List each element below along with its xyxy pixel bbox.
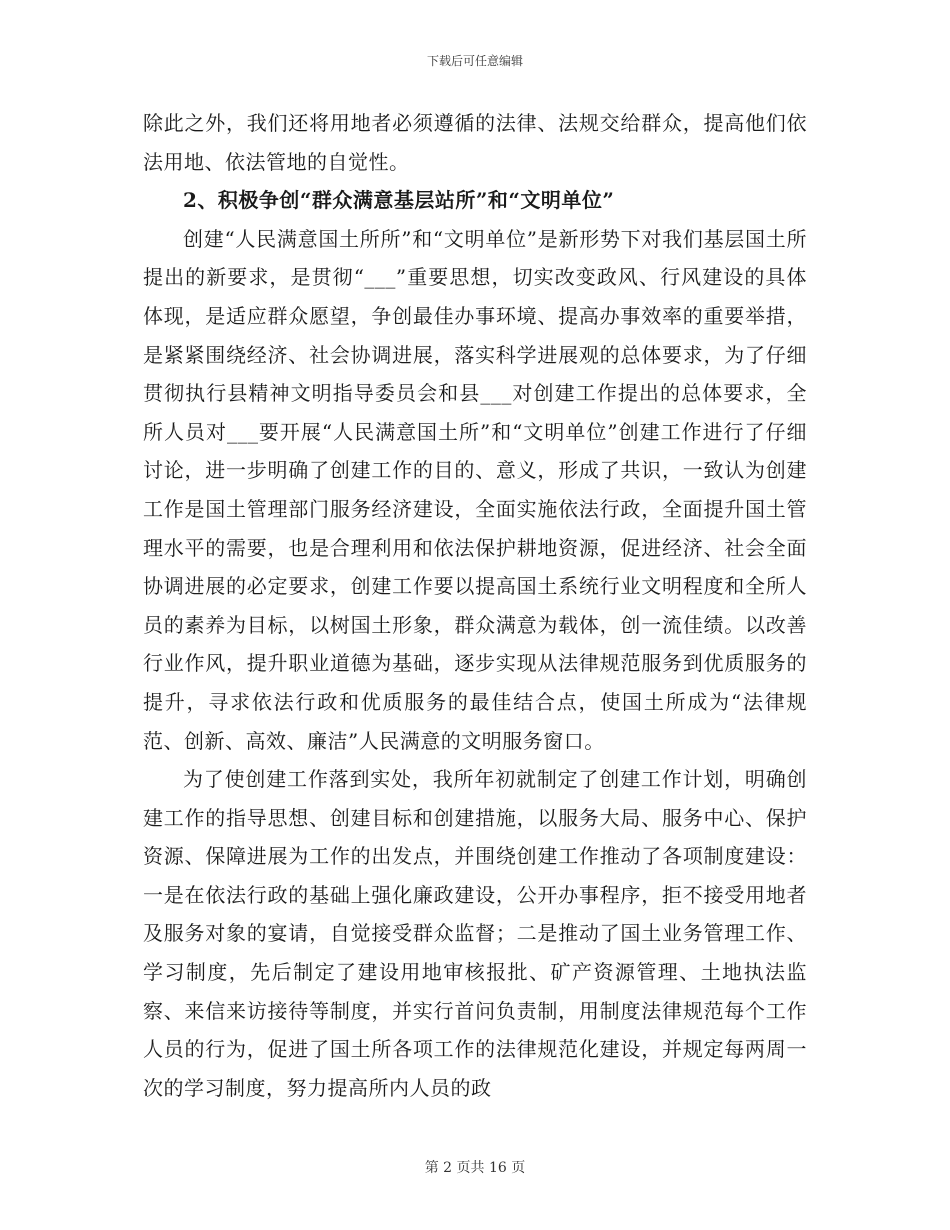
paragraph-continuation: 除此之外，我们还将用地者必须遵循的法律、法规交给群众，提高他们依法用地、依法管地的自觉性。 <box>143 111 807 174</box>
section-heading: 2、积极争创“群众满意基层站所”和“文明单位” <box>183 188 615 213</box>
page-number: 第 2 页共 16 页 <box>424 1160 526 1176</box>
paragraph: 创建“人民满意国土所所”和“文明单位”是新形势下对我们基层国土所提出的新要求，是贯彻“___”重要思想，切实改变政风、行风建设的具体体现，是适应群众愿望，争创最佳办事环境、提高办事效率的重要举措，是紧紧围绕经济、社会协调进展，落实科学进展观的总体要求，为了仔细贯彻执行县精神文明指导委员会和县___对创建工作提出的总体要求，全所人员对___要开展“人民满意国土所”和“文明单位”创建工作进行了仔细讨论，进一步明确了创建工作的目的、意义，形成了共识，一致认为创建工作是国土管理部门服务经济建设，全面实施依法行政，全面提升国土管理水平的需要，也是合理利用和依法保护耕地资源，促进经济、社会全面协调进展的必定要求，创建工作要以提高国土系统行业文明程度和全所人员的素养为目标，以树国土形象，群众满意为载体，创一流佳绩。以改善行业作风，提升职业道德为基础，逐步实现从法律规范服务到优质服务的提升，寻求依法行政和优质服务的最佳结合点，使国土所成为“法律规范、创新、高效、廉洁”人民满意的文明服务窗口。 <box>143 226 807 753</box>
document-body <box>143 104 807 1107</box>
paragraph: 为了使创建工作落到实处，我所年初就制定了创建工作计划，明确创建工作的指导思想、创建目标和创建措施，以服务大局、服务中心、保护资源、保障进展为工作的出发点，并围绕创建工作推动了各项制度建设：一是在依法行政的基础上强化廉政建设，公开办事程序，拒不接受用地者及服务对象的宴请，自觉接受群众监督；二是推动了国土业务管理工作、学习制度，先后制定了建设用地审核报批、矿产资源管理、土地执法监察、来信来访接待等制度，并实行首问负责制，用制度法律规范每个工作人员的行为，促进了国土所各项工作的法律规范化建设，并规定每两周一次的学习制度，努力提高所内人员的政 <box>143 767 807 1100</box>
page-header: 下载后可任意编辑 <box>426 54 523 68</box>
